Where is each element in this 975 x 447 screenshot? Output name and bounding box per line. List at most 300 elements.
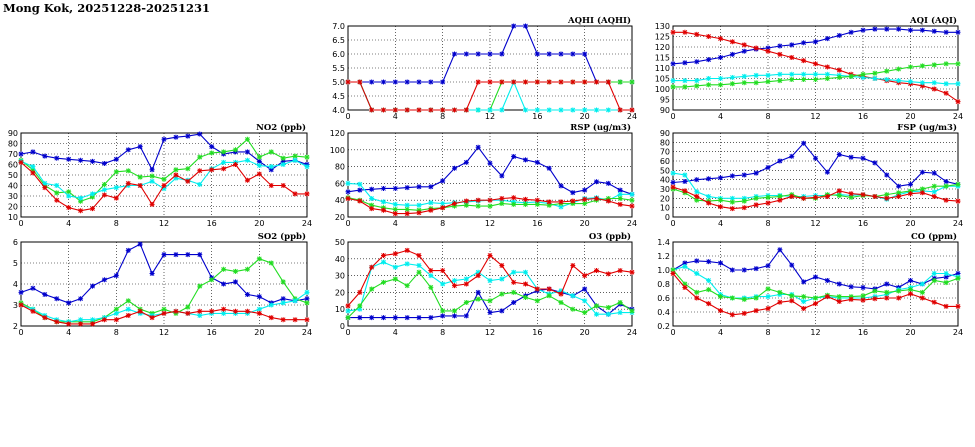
data-point: [932, 300, 937, 305]
data-point: [281, 156, 286, 161]
data-point: [789, 194, 794, 199]
y-tick-label: 0: [664, 213, 670, 222]
data-point: [920, 63, 925, 68]
data-point: [570, 199, 575, 204]
chart-co: [657, 231, 963, 337]
data-point: [920, 282, 925, 287]
data-point: [706, 301, 711, 306]
data-point: [861, 72, 866, 77]
data-point: [293, 191, 298, 196]
x-tick-label: 20: [254, 219, 265, 228]
data-point: [185, 166, 190, 171]
data-point: [932, 29, 937, 34]
y-tick-label: 90: [659, 129, 670, 138]
data-point: [630, 204, 635, 209]
data-point: [381, 260, 386, 265]
data-point: [369, 315, 374, 320]
x-tick-label: 12: [158, 219, 170, 228]
data-point: [440, 178, 445, 183]
x-tick-label: 24: [626, 112, 638, 121]
y-tick-label: 0.2: [657, 322, 670, 331]
data-point: [452, 278, 457, 283]
data-point: [766, 79, 771, 84]
data-point: [405, 283, 410, 288]
data-point: [197, 132, 202, 137]
data-point: [369, 287, 374, 292]
y-tick-label: 2: [12, 322, 18, 331]
data-point: [801, 196, 806, 201]
data-point: [630, 198, 635, 203]
data-point: [896, 184, 901, 189]
data-point: [908, 191, 913, 196]
data-point: [837, 299, 842, 304]
data-point: [281, 183, 286, 188]
data-point: [671, 61, 676, 66]
page-title: Mong Kok, 20251228-20251231: [3, 1, 210, 15]
data-point: [488, 253, 493, 258]
data-point: [706, 34, 711, 39]
data-point: [837, 33, 842, 38]
data-point: [956, 61, 961, 66]
data-point: [209, 309, 214, 314]
y-tick-label: 100: [329, 145, 345, 155]
data-point: [173, 135, 178, 140]
data-point: [671, 30, 676, 35]
chart-fsp: [660, 122, 963, 228]
data-point: [257, 155, 262, 160]
data-point: [369, 108, 374, 113]
data-point: [185, 311, 190, 316]
data-point: [932, 278, 937, 283]
data-point: [956, 304, 961, 309]
x-tick-label: 16: [206, 219, 217, 228]
data-point: [777, 247, 782, 252]
data-point: [393, 211, 398, 216]
x-tick-label: 8: [440, 219, 446, 228]
data-point: [126, 248, 131, 253]
data-point: [185, 252, 190, 257]
data-point: [185, 305, 190, 310]
data-point: [476, 108, 481, 113]
x-tick-label: 0: [670, 219, 676, 228]
data-point: [293, 317, 298, 322]
data-point: [221, 307, 226, 312]
data-point: [233, 162, 238, 167]
data-point: [499, 263, 504, 268]
data-point: [754, 46, 759, 51]
data-point: [102, 182, 107, 187]
data-point: [671, 180, 676, 185]
data-point: [754, 296, 759, 301]
chart-title: CO (ppm): [910, 232, 957, 242]
y-tick-label: 3: [12, 301, 18, 310]
y-tick-label: 130: [654, 22, 670, 31]
data-point: [766, 286, 771, 291]
data-point: [138, 175, 143, 180]
data-point: [19, 152, 24, 157]
y-tick-label: 30: [334, 271, 345, 281]
data-point: [872, 71, 877, 76]
data-point: [488, 298, 493, 303]
data-point: [559, 300, 564, 305]
data-point: [849, 284, 854, 289]
data-point: [346, 315, 351, 320]
data-point: [381, 199, 386, 204]
data-point: [293, 158, 298, 163]
data-point: [682, 30, 687, 35]
data-point: [417, 210, 422, 215]
data-point: [801, 40, 806, 45]
data-point: [944, 184, 949, 189]
data-point: [369, 196, 374, 201]
data-point: [718, 55, 723, 60]
data-point: [956, 81, 961, 86]
data-point: [742, 74, 747, 79]
data-point: [245, 178, 250, 183]
data-point: [694, 290, 699, 295]
data-point: [440, 308, 445, 313]
data-point: [405, 211, 410, 216]
data-point: [594, 80, 599, 85]
data-point: [102, 161, 107, 166]
data-point: [464, 282, 469, 287]
data-point: [920, 28, 925, 33]
data-point: [766, 263, 771, 268]
data-point: [594, 179, 599, 184]
data-point: [281, 279, 286, 284]
data-point: [102, 277, 107, 282]
x-tick-label: 20: [579, 219, 590, 228]
data-point: [499, 201, 504, 206]
data-point: [920, 296, 925, 301]
data-point: [718, 294, 723, 299]
data-point: [920, 190, 925, 195]
data-point: [813, 77, 818, 82]
data-point: [369, 206, 374, 211]
data-point: [559, 183, 564, 188]
x-tick-label: 8: [113, 219, 119, 228]
data-point: [269, 261, 274, 266]
data-point: [488, 161, 493, 166]
data-point: [114, 157, 119, 162]
x-tick-label: 24: [301, 219, 313, 228]
data-point: [825, 76, 830, 81]
data-point: [405, 315, 410, 320]
data-point: [281, 300, 286, 305]
data-point: [618, 108, 623, 113]
data-point: [618, 268, 623, 273]
data-point: [777, 43, 782, 48]
data-point: [405, 185, 410, 190]
data-point: [694, 271, 699, 276]
data-point: [872, 27, 877, 32]
data-point: [801, 299, 806, 304]
data-point: [837, 152, 842, 157]
x-tick-label: 16: [857, 328, 869, 337]
data-point: [630, 80, 635, 85]
data-point: [718, 36, 723, 41]
data-point: [102, 192, 107, 197]
data-point: [630, 270, 635, 275]
y-tick-label: 40: [334, 196, 345, 206]
data-point: [476, 52, 481, 57]
data-point: [896, 289, 901, 294]
data-point: [293, 298, 298, 303]
data-point: [245, 292, 250, 297]
data-point: [476, 80, 481, 85]
data-point: [499, 196, 504, 201]
data-point: [393, 251, 398, 256]
data-point: [66, 300, 71, 305]
y-tick-label: 20: [7, 202, 18, 212]
data-point: [861, 298, 866, 303]
data-point: [618, 300, 623, 305]
data-point: [861, 285, 866, 290]
data-point: [488, 108, 493, 113]
data-point: [944, 304, 949, 309]
data-point: [452, 308, 457, 313]
data-point: [884, 27, 889, 32]
data-point: [511, 300, 516, 305]
chart-o3: [335, 231, 637, 337]
data-point: [452, 166, 457, 171]
data-point: [464, 160, 469, 165]
data-point: [706, 259, 711, 264]
data-point: [730, 206, 735, 211]
data-point: [381, 186, 386, 191]
data-point: [209, 277, 214, 282]
data-point: [346, 181, 351, 186]
data-point: [582, 80, 587, 85]
data-point: [944, 280, 949, 285]
data-point: [908, 291, 913, 296]
data-point: [582, 298, 587, 303]
data-point: [718, 76, 723, 81]
data-point: [405, 80, 410, 85]
data-point: [813, 296, 818, 301]
data-point: [789, 42, 794, 47]
y-tick-label: 4: [12, 280, 18, 289]
data-point: [813, 275, 818, 280]
data-point: [682, 285, 687, 290]
y-tick-label: 10: [7, 213, 18, 222]
data-point: [417, 270, 422, 275]
data-point: [547, 293, 552, 298]
data-point: [114, 311, 119, 316]
data-point: [162, 137, 167, 142]
data-point: [428, 184, 433, 189]
data-point: [777, 290, 782, 295]
x-tick-label: 4: [392, 112, 398, 121]
data-point: [682, 179, 687, 184]
data-point: [570, 263, 575, 268]
data-point: [789, 55, 794, 60]
data-point: [464, 300, 469, 305]
data-point: [630, 108, 635, 113]
data-point: [245, 267, 250, 272]
data-point: [464, 313, 469, 318]
data-point: [405, 108, 410, 113]
data-point: [671, 271, 676, 276]
data-point: [305, 300, 310, 305]
data-point: [896, 194, 901, 199]
data-point: [908, 278, 913, 283]
x-tick-label: 12: [810, 112, 821, 121]
data-point: [233, 269, 238, 274]
data-point: [162, 252, 167, 257]
y-tick-label: 40: [659, 175, 670, 185]
data-point: [428, 108, 433, 113]
data-point: [102, 317, 107, 322]
data-point: [730, 75, 735, 80]
data-point: [956, 30, 961, 35]
data-point: [742, 205, 747, 210]
chart-title: AQI (AQI): [910, 16, 957, 26]
data-point: [488, 310, 493, 315]
data-point: [78, 208, 83, 213]
data-point: [381, 208, 386, 213]
data-point: [257, 171, 262, 176]
y-tick-label: 105: [654, 74, 670, 84]
data-point: [393, 108, 398, 113]
y-tick-label: 90: [7, 129, 18, 138]
y-tick-label: 20: [659, 194, 670, 204]
chart-no2: [8, 122, 312, 228]
data-point: [535, 52, 540, 57]
data-point: [606, 108, 611, 113]
data-point: [197, 155, 202, 160]
data-point: [197, 284, 202, 289]
data-point: [777, 198, 782, 203]
data-point: [559, 199, 564, 204]
data-point: [511, 270, 516, 275]
data-point: [269, 315, 274, 320]
data-point: [523, 295, 528, 300]
data-point: [114, 317, 119, 322]
data-point: [825, 278, 830, 283]
data-point: [730, 200, 735, 205]
data-point: [813, 156, 818, 161]
data-point: [428, 208, 433, 213]
data-point: [694, 296, 699, 301]
chart-title: SO2 (ppb): [257, 232, 306, 242]
data-point: [393, 315, 398, 320]
series-line: [673, 29, 958, 64]
y-tick-label: 120: [329, 129, 345, 138]
y-tick-label: 30: [659, 185, 670, 194]
data-point: [884, 69, 889, 74]
data-point: [706, 176, 711, 181]
data-point: [861, 192, 866, 197]
data-point: [730, 173, 735, 178]
x-tick-label: 16: [532, 328, 543, 337]
data-point: [428, 80, 433, 85]
chart-aqhi: [332, 15, 637, 121]
data-point: [718, 204, 723, 209]
data-point: [173, 167, 178, 172]
data-point: [694, 78, 699, 83]
data-point: [173, 173, 178, 178]
data-point: [162, 177, 167, 182]
data-point: [440, 108, 445, 113]
data-point: [582, 310, 587, 315]
data-point: [777, 78, 782, 83]
y-tick-label: 95: [659, 95, 670, 105]
data-point: [872, 194, 877, 199]
data-point: [476, 273, 481, 278]
y-tick-label: 60: [659, 157, 670, 166]
data-point: [221, 282, 226, 287]
data-point: [718, 261, 723, 266]
data-point: [209, 144, 214, 149]
data-point: [257, 163, 262, 168]
y-tick-label: 0.6: [657, 294, 670, 303]
x-tick-label: 8: [765, 112, 771, 121]
data-point: [440, 282, 445, 287]
data-point: [801, 294, 806, 299]
data-point: [173, 309, 178, 314]
data-point: [405, 248, 410, 253]
data-point: [150, 271, 155, 276]
data-point: [523, 24, 528, 29]
data-point: [570, 307, 575, 312]
x-tick-label: 0: [345, 112, 351, 121]
data-point: [281, 162, 286, 167]
data-point: [872, 289, 877, 294]
data-point: [417, 80, 422, 85]
data-point: [499, 276, 504, 281]
y-tick-label: 80: [334, 162, 345, 172]
y-tick-label: 4.5: [332, 92, 345, 101]
series-blue: [346, 287, 635, 321]
data-point: [523, 197, 528, 202]
data-point: [920, 290, 925, 295]
y-tick-label: 5: [12, 259, 18, 268]
data-point: [706, 201, 711, 206]
data-point: [582, 188, 587, 193]
data-point: [671, 185, 676, 190]
data-point: [417, 253, 422, 258]
data-point: [281, 317, 286, 322]
data-point: [405, 261, 410, 266]
x-tick-label: 4: [66, 328, 72, 337]
y-tick-label: 6.0: [332, 50, 345, 59]
x-tick-label: 12: [810, 219, 821, 228]
data-point: [511, 195, 516, 200]
x-tick-label: 12: [484, 328, 496, 337]
y-tick-label: 10: [659, 203, 670, 213]
y-tick-label: 7.0: [332, 22, 345, 31]
data-point: [535, 198, 540, 203]
data-point: [896, 78, 901, 83]
x-tick-label: 4: [717, 219, 724, 228]
data-point: [730, 81, 735, 86]
data-point: [801, 279, 806, 284]
y-tick-label: 120: [654, 43, 670, 52]
data-point: [173, 252, 178, 257]
y-tick-label: 60: [7, 160, 18, 170]
data-point: [476, 204, 481, 209]
data-point: [440, 268, 445, 273]
y-tick-label: 90: [659, 106, 670, 115]
y-tick-label: 40: [334, 254, 345, 264]
data-point: [682, 60, 687, 65]
data-point: [837, 75, 842, 80]
y-tick-label: 40: [7, 181, 18, 191]
data-point: [523, 270, 528, 275]
data-point: [393, 186, 398, 191]
data-point: [535, 80, 540, 85]
